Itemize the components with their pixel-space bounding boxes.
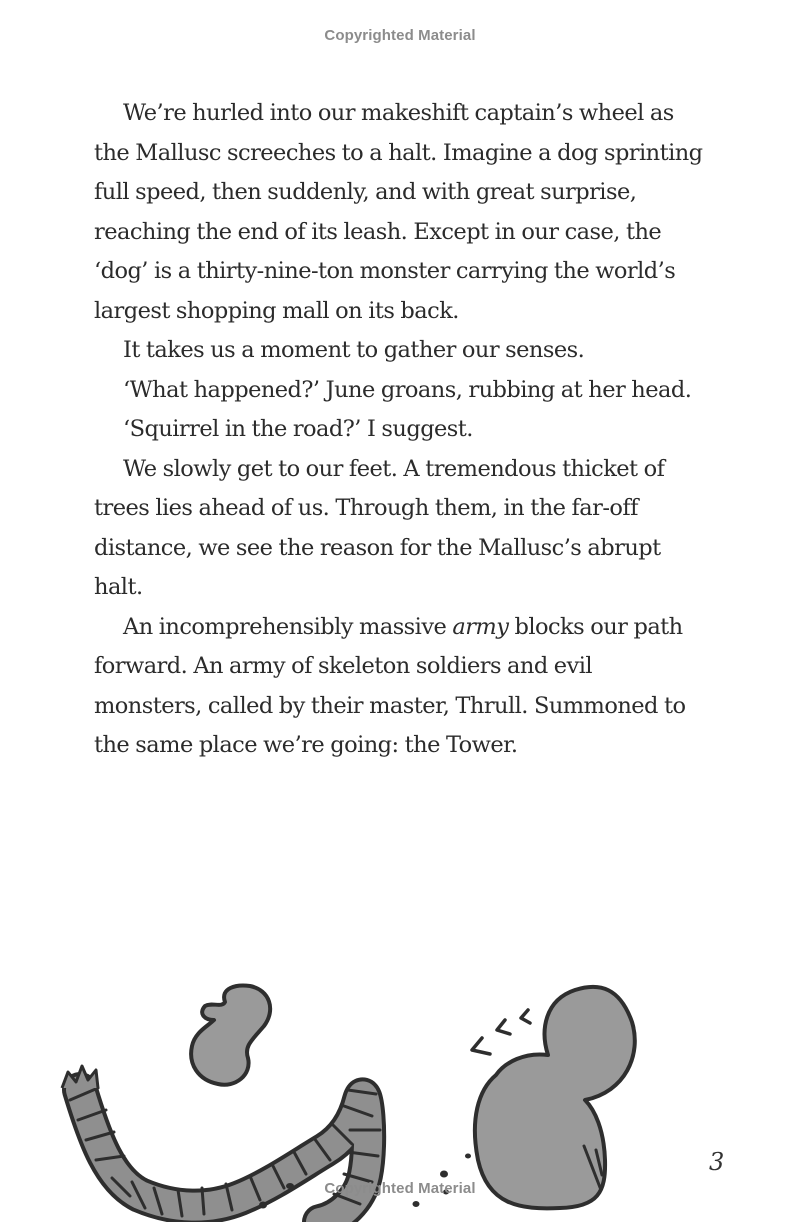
tentacle-tip — [62, 1066, 98, 1088]
large-blob-bumps — [472, 1010, 530, 1054]
page-number: 3 — [709, 1148, 725, 1176]
story-text — [94, 94, 704, 766]
paragraph-6 — [94, 608, 704, 766]
watermark-top: Copyrighted Material — [324, 27, 476, 44]
paragraph-6-start: An incomprehensibly massive — [123, 613, 453, 640]
paragraph-4: ‘Squirrel in the road?’ I suggest. — [123, 416, 473, 442]
emphasis-army: army — [452, 613, 509, 640]
small-blob-shape — [191, 986, 270, 1085]
segmented-tentacle-icon — [62, 1066, 380, 1222]
paragraph-2: It takes us a moment to gather our senses. — [123, 337, 585, 363]
paragraph-5: We slowly get to our feet. A tremendous thicket of trees lies ahead of us. Through them, in the far-off distance, we see the reason for the Mallusc’s abrupt halt. — [94, 455, 665, 600]
paragraph-3: ‘What happened?’ June groans, rubbing at her head. — [123, 376, 692, 403]
small-blob-icon — [191, 986, 270, 1085]
watermark-bottom: Copyrighted Material — [324, 1180, 476, 1197]
large-blob-icon — [472, 987, 635, 1209]
paragraph-1: We’re hurled into our makeshift captain’s wheel as the Mallusc screeches to a halt. Imagine a dog sprinting full speed, then suddenly, and with great surprise, reaching the end of its leash. Except in our case, the ‘dog’ is a thirty-nine-ton monster carrying the world’s largest shopping mall on its back. — [94, 100, 703, 324]
large-blob-shape — [475, 987, 635, 1209]
paragraph-6-end: blocks our path forward. An army of skeleton soldiers and evil monsters, called by their master, Thrull. Summoned to the same place we’re going: the Tower. — [94, 613, 686, 758]
